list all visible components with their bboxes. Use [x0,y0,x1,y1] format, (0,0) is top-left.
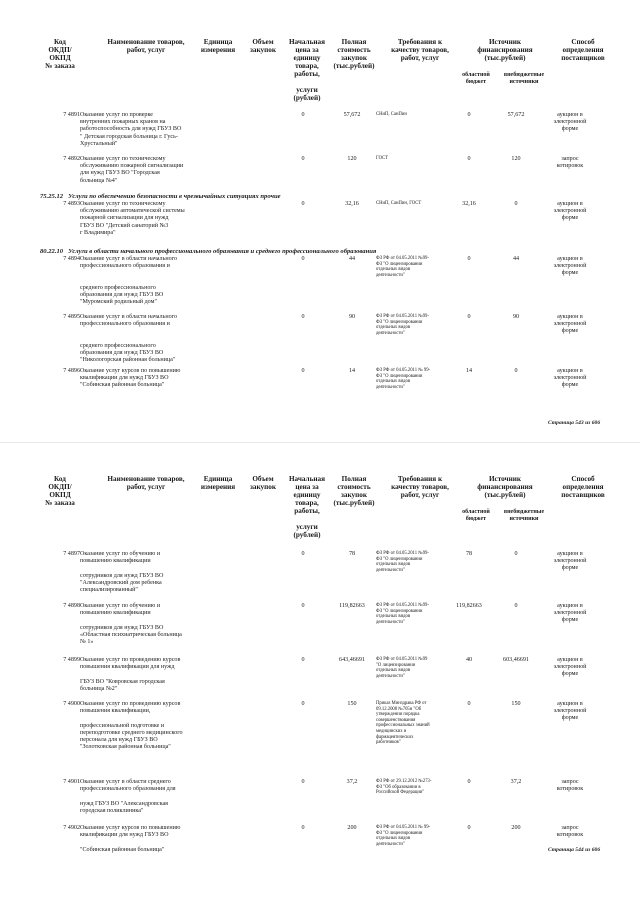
row-code: 7 4901 [63,779,80,785]
row-requirements: ФЗ РФ от 04.05.2011 № 99- ФЗ "О лицензировании отдельных видов деятельности" [376,368,431,390]
row-regional: 78 [465,551,473,557]
row-description: Оказание услуг по обучению и повышению квалификации сотрудников для нужд ГБУЗ ВО "Александровский дом ребенка специализированный" [80,551,164,594]
row-regional: 0 [467,779,471,785]
row-description: Оказание услуг по проверке внутренних пожарных кранов на работоспособность для нужд ГБУЗ ВО " Детская городская больница г. Гусь- Хрустальный" [80,112,182,147]
header-method: Способ определения поставщиков [561,475,605,499]
row-regional: 119,82663 [456,603,482,609]
row-requirements: ФЗ РФ от 29.12.2012 №273- ФЗ "Об образовании в Российской Федерации" [376,779,432,796]
row-extrabudgetary: 0 [514,368,518,374]
header-code: Код ОКДП/ ОКПД № заказа [45,38,75,70]
row-requirements: ГОСТ [376,156,389,161]
row-requirements: СНиП, СанПин, ГОСТ [376,201,422,206]
row-unit-price: 0 [301,314,305,320]
row-method: аукцион в электронной форме [553,657,587,678]
header-funding-source: Источник финансирования (тыс.рублей) [477,475,533,499]
header-total: Полная стоимость закупок (тыс.рублей) [333,38,375,70]
section-code: 80.22.10 [40,248,64,255]
row-unit-price: 0 [301,201,305,207]
header-code: Код ОКДП/ ОКПД № заказа [45,475,75,507]
row-code: 7 4895 [63,314,80,320]
header-requirements: Требования к качеству товаров, работ, услуг [391,38,449,62]
page-footer: Страница 543 из 606 [548,420,601,426]
section-code: 75.25.12 [40,193,64,200]
header-extrabudgetary: внебюджетные источники [503,72,545,85]
row-method: запрос котировок [556,825,584,839]
document-page-544 [0,445,640,905]
row-method: аукцион в электронной форме [553,551,587,572]
row-total: 57,672 [343,112,361,118]
row-total: 78 [348,551,356,557]
row-description: Оказание услуг в области начального профессионального образования и среднего профессионального образования для нужд ГБУЗ ВО "Никологорская районная больница" [80,314,178,364]
row-unit-price: 0 [301,657,305,663]
row-extrabudgetary: 37,2 [510,779,522,785]
row-code: 7 4898 [63,603,80,609]
header-extrabudgetary: внебюджетные источники [503,509,545,522]
row-unit-price: 0 [301,551,305,557]
row-code: 7 4894 [63,256,80,262]
row-description: Оказание услуг в области среднего профессионального образования для нужд ГБУЗ ВО "Александровская городская поликлиника" [80,779,176,814]
row-method: аукцион в электронной форме [553,112,587,133]
row-requirements: ФЗ РФ от 04.05.2011 №99- ФЗ "О лицензировании отдельных видов деятельности" [376,256,429,278]
header-name: Наименование товаров, работ, услуг [107,475,185,491]
header-requirements: Требования к качеству товаров, работ, услуг [391,475,449,499]
row-extrabudgetary: 90 [512,314,520,320]
row-description: Оказание услуг по техническому обслуживанию автоматической системы пожарной сигнализации для нужд ГБУЗ ВО "Детский санаторий №3 г Владимира" [80,201,185,236]
row-total: 44 [348,256,356,262]
row-regional: 0 [467,314,471,320]
row-regional: 40 [465,657,473,663]
row-requirements: ФЗ РФ от 04.05.2011 №99- ФЗ "О лицензировании отдельных видов деятельности" [376,551,429,573]
row-total: 90 [348,314,356,320]
section-heading [40,193,286,200]
row-total: 200 [347,825,357,831]
row-method: аукцион в электронной форме [553,256,587,277]
row-requirements: ФЗ РФ от 04.05.2011 №99- ФЗ "О лицензировании отдельных видов деятельности" [376,314,429,336]
row-requirements: Приказ Минздрава РФ от 09.12.2008 №705н "Об утверждении порядка совершенствования профессиональных знаний медицинских и фармацевтических работников" [376,701,430,746]
header-volume: Объем закупок [250,475,276,491]
row-regional: 0 [467,825,471,831]
row-total: 32,16 [345,201,359,207]
row-unit-price: 0 [301,603,305,609]
row-total: 643,46691 [339,657,365,663]
row-extrabudgetary: 0 [514,603,518,609]
row-description: Оказание услуг в области начального профессионального образования и среднего профессионального образования для нужд ГБУЗ ВО "Муромский родильный дом" [80,256,178,306]
page-footer: Страница 544 из 606 [548,847,601,853]
row-extrabudgetary: 150 [511,701,521,707]
row-extrabudgetary: 57,672 [507,112,525,118]
row-extrabudgetary: 44 [512,256,520,262]
header-total: Полная стоимость закупок (тыс.рублей) [333,475,375,507]
row-description: Оказание услуг курсов по повышению квалификации для нужд ГБУЗ ВО "Собинская районная больница" [80,825,181,853]
row-description: Оказание услуг по обучению и повышению квалификации сотрудников для нужд ГБУЗ ВО «Областная психиатрическая больница № 1» [80,603,182,646]
row-method: аукцион в электронной форме [553,701,587,722]
header-unit: Единица измерения [200,38,236,54]
row-unit-price: 0 [301,156,305,162]
row-method: запрос котировок [556,779,584,793]
header-regional-budget: областной бюджет [462,72,490,85]
row-regional: 0 [467,701,471,707]
row-description: Оказание услуг по техническому обслуживанию пожарной сигнализации для нужд ГБУЗ ВО "Городская больница №4" [80,156,184,184]
row-total: 120 [347,156,357,162]
header-volume: Объем закупок [250,38,276,54]
row-unit-price: 0 [301,825,305,831]
row-unit-price: 0 [301,256,305,262]
row-description: Оказание услуг курсов по повышению квалификации для нужд ГБУЗ ВО "Собинская районная больница" [80,368,181,389]
row-method: запрос котировок [556,156,584,170]
section-heading [40,248,381,255]
header-method: Способ определения поставщиков [561,38,605,62]
header-name: Наименование товаров, работ, услуг [107,38,185,54]
section-title: Услуги по обеспечению безопасности в чрезвычайных ситуациях прочие [68,193,281,200]
row-regional: 32,16 [462,201,476,207]
row-code: 7 4899 [63,657,80,663]
row-description: Оказание услуг по проведению курсов повышения квалификации для нужд ГБУЗ ВО "Ковровская городская больница №2" [80,657,181,692]
row-regional: 14 [465,368,473,374]
row-unit-price: 0 [301,112,305,118]
row-regional: 0 [467,156,471,162]
row-total: 14 [348,368,356,374]
row-unit-price: 0 [301,368,305,374]
row-unit-price: 0 [301,779,305,785]
row-code: 7 4902 [63,825,80,831]
row-method: аукцион в электронной форме [553,314,587,335]
row-method: аукцион в электронной форме [553,201,587,222]
header-regional-budget: областной бюджет [462,509,490,522]
row-total: 150 [347,701,357,707]
row-code: 7 4897 [63,551,80,557]
row-requirements: ФЗ РФ от 04.05.2011 №99 "О лицензировании отдельных видов деятельности" [376,657,428,679]
page-divider [0,442,640,443]
row-requirements: СНиП, СанПин [376,112,407,117]
row-extrabudgetary: 0 [514,201,518,207]
row-extrabudgetary: 0 [514,551,518,557]
row-method: аукцион в электронной форме [553,603,587,624]
row-unit-price: 0 [301,701,305,707]
row-extrabudgetary: 120 [511,156,521,162]
row-extrabudgetary: 603,46691 [503,657,529,663]
row-code: 7 4900 [63,701,80,707]
row-code: 7 4896 [63,368,80,374]
header-unit: Единица измерения [200,475,236,491]
header-price: Начальная цена за единицу товара, работы, услуги (рублей) [288,475,326,539]
row-method: аукцион в электронной форме [553,368,587,389]
row-extrabudgetary: 200 [511,825,521,831]
row-code: 7 4893 [63,201,80,207]
row-requirements: ФЗ РФ от 04.05.2011 №99- ФЗ "О лицензировании отдельных видов деятельности" [376,603,429,625]
document-page-543 [0,0,640,440]
row-requirements: ФЗ РФ от 04.05.2011 № 99- ФЗ "О лицензировании отдельных видов деятельности" [376,825,431,847]
row-regional: 0 [467,256,471,262]
row-description: Оказание услуг по проведению курсов повышения квалификации, профессиональной подготовке и переподготовке среднего медицинского персонала для нужд ГБУЗ ВО "Золотковская районная больница" [80,701,183,751]
row-code: 7 4892 [63,156,80,162]
header-funding-source: Источник финансирования (тыс.рублей) [477,38,533,62]
row-regional: 0 [467,112,471,118]
row-total: 119,82663 [339,603,365,609]
header-price: Начальная цена за единицу товара, работы, услуги (рублей) [288,38,326,102]
row-total: 37,2 [346,779,358,785]
row-code: 7 4891 [63,112,80,118]
section-title: Услуги в области начального профессионального образования и среднего профессионального образования [68,248,377,255]
